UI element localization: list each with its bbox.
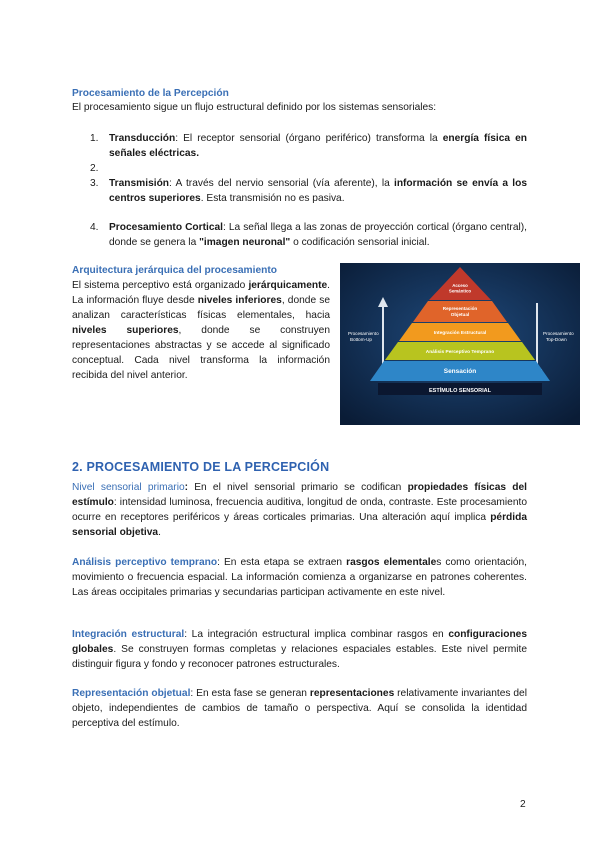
- base-label: ESTÍMULO SENSORIAL: [428, 388, 492, 394]
- section-heading: 2. PROCESAMIENTO DE LA PERCEPCIÓN: [72, 460, 330, 474]
- paragraph-analisis-perceptivo: Análisis perceptivo temprano: En esta etapa se extraen rasgos elementales como orientación, movimiento o frecuencia espacial. La información comienza a organizarse en patrones coherentes. Las áreas occipitales primarias y secundarias participan activamente en este nivel.: [72, 557, 528, 598]
- list-item: 2.: [90, 163, 99, 174]
- list-item: 4. Procesamiento Cortical: La señal llega a las zonas de proyección cortical (órgano central), donde se genera la "imagen neuronal" o codificación sensorial inicial.: [90, 222, 527, 248]
- processing-steps-list: [72, 131, 527, 250]
- page-number: 2: [520, 799, 526, 810]
- intro-text: El procesamiento sigue un flujo estructural definido por los sistemas sensoriales:: [72, 102, 437, 113]
- list-item: 1. Transducción: El receptor sensorial (órgano periférico) transforma la energía física en señales eléctricas.: [90, 133, 528, 159]
- section-title: Procesamiento de la Percepción: [72, 88, 229, 99]
- arch-paragraph: El sistema perceptivo está organizado jerárquicamente. La información fluye desde niveles inferiores, donde se analizan características físicas elementales, hacia niveles superiores, donde se construyen representaciones abstractas y se accede al significado conceptual. Cada nivel transforma la información recibida del nivel anterior.: [72, 280, 330, 381]
- paragraph-integracion-estructural: Integración estructural: La integración estructural implica combinar rasgos en configuraciones globales. Se construyen formas completas y relaciones espaciales estables. Este nivel permite distinguir figura y fondo y reconocer patrones estructurales.: [72, 629, 527, 670]
- level-label: Integración Estructural: [433, 331, 487, 336]
- paragraph-nivel-sensorial: Nivel sensorial primario: En el nivel sensorial primario se codifican propiedades físicas del estímulo: intensidad luminosa, frecuencia auditiva, longitud de onda, contraste. Este procesamiento ocurre en receptores periféricos y áreas corticales primarias. Una alteración aquí implica pérdida sensorial objetiva.: [72, 482, 527, 538]
- pyramid-figure: [340, 263, 580, 425]
- paragraph-representacion-objetual: Representación objetual: En esta fase se generan representaciones relativamente invariantes del objeto, independientes de cambios de tamaño o perspectiva. Aquí se consolida la identidad perceptiva del estímulo.: [72, 688, 527, 729]
- right-label: Procesamiento Top-Down: [543, 331, 574, 342]
- left-label: Procesamiento Bottom-Up: [348, 331, 379, 342]
- level-label: Acceso Semántico: [448, 283, 472, 294]
- level-label: Análisis Perceptivo Temprano: [425, 350, 495, 355]
- pyramid-diagram: [340, 263, 580, 425]
- level-label: Representación Objetual: [442, 306, 478, 317]
- list-item: 3. Transmisión: A través del nervio sensorial (vía aferente), la información se envía a los centros superiores. Esta transmisión no es pasiva.: [90, 178, 527, 204]
- arch-title: Arquitectura jerárquica del procesamiento: [72, 265, 277, 276]
- level-label: Sensación: [443, 368, 477, 375]
